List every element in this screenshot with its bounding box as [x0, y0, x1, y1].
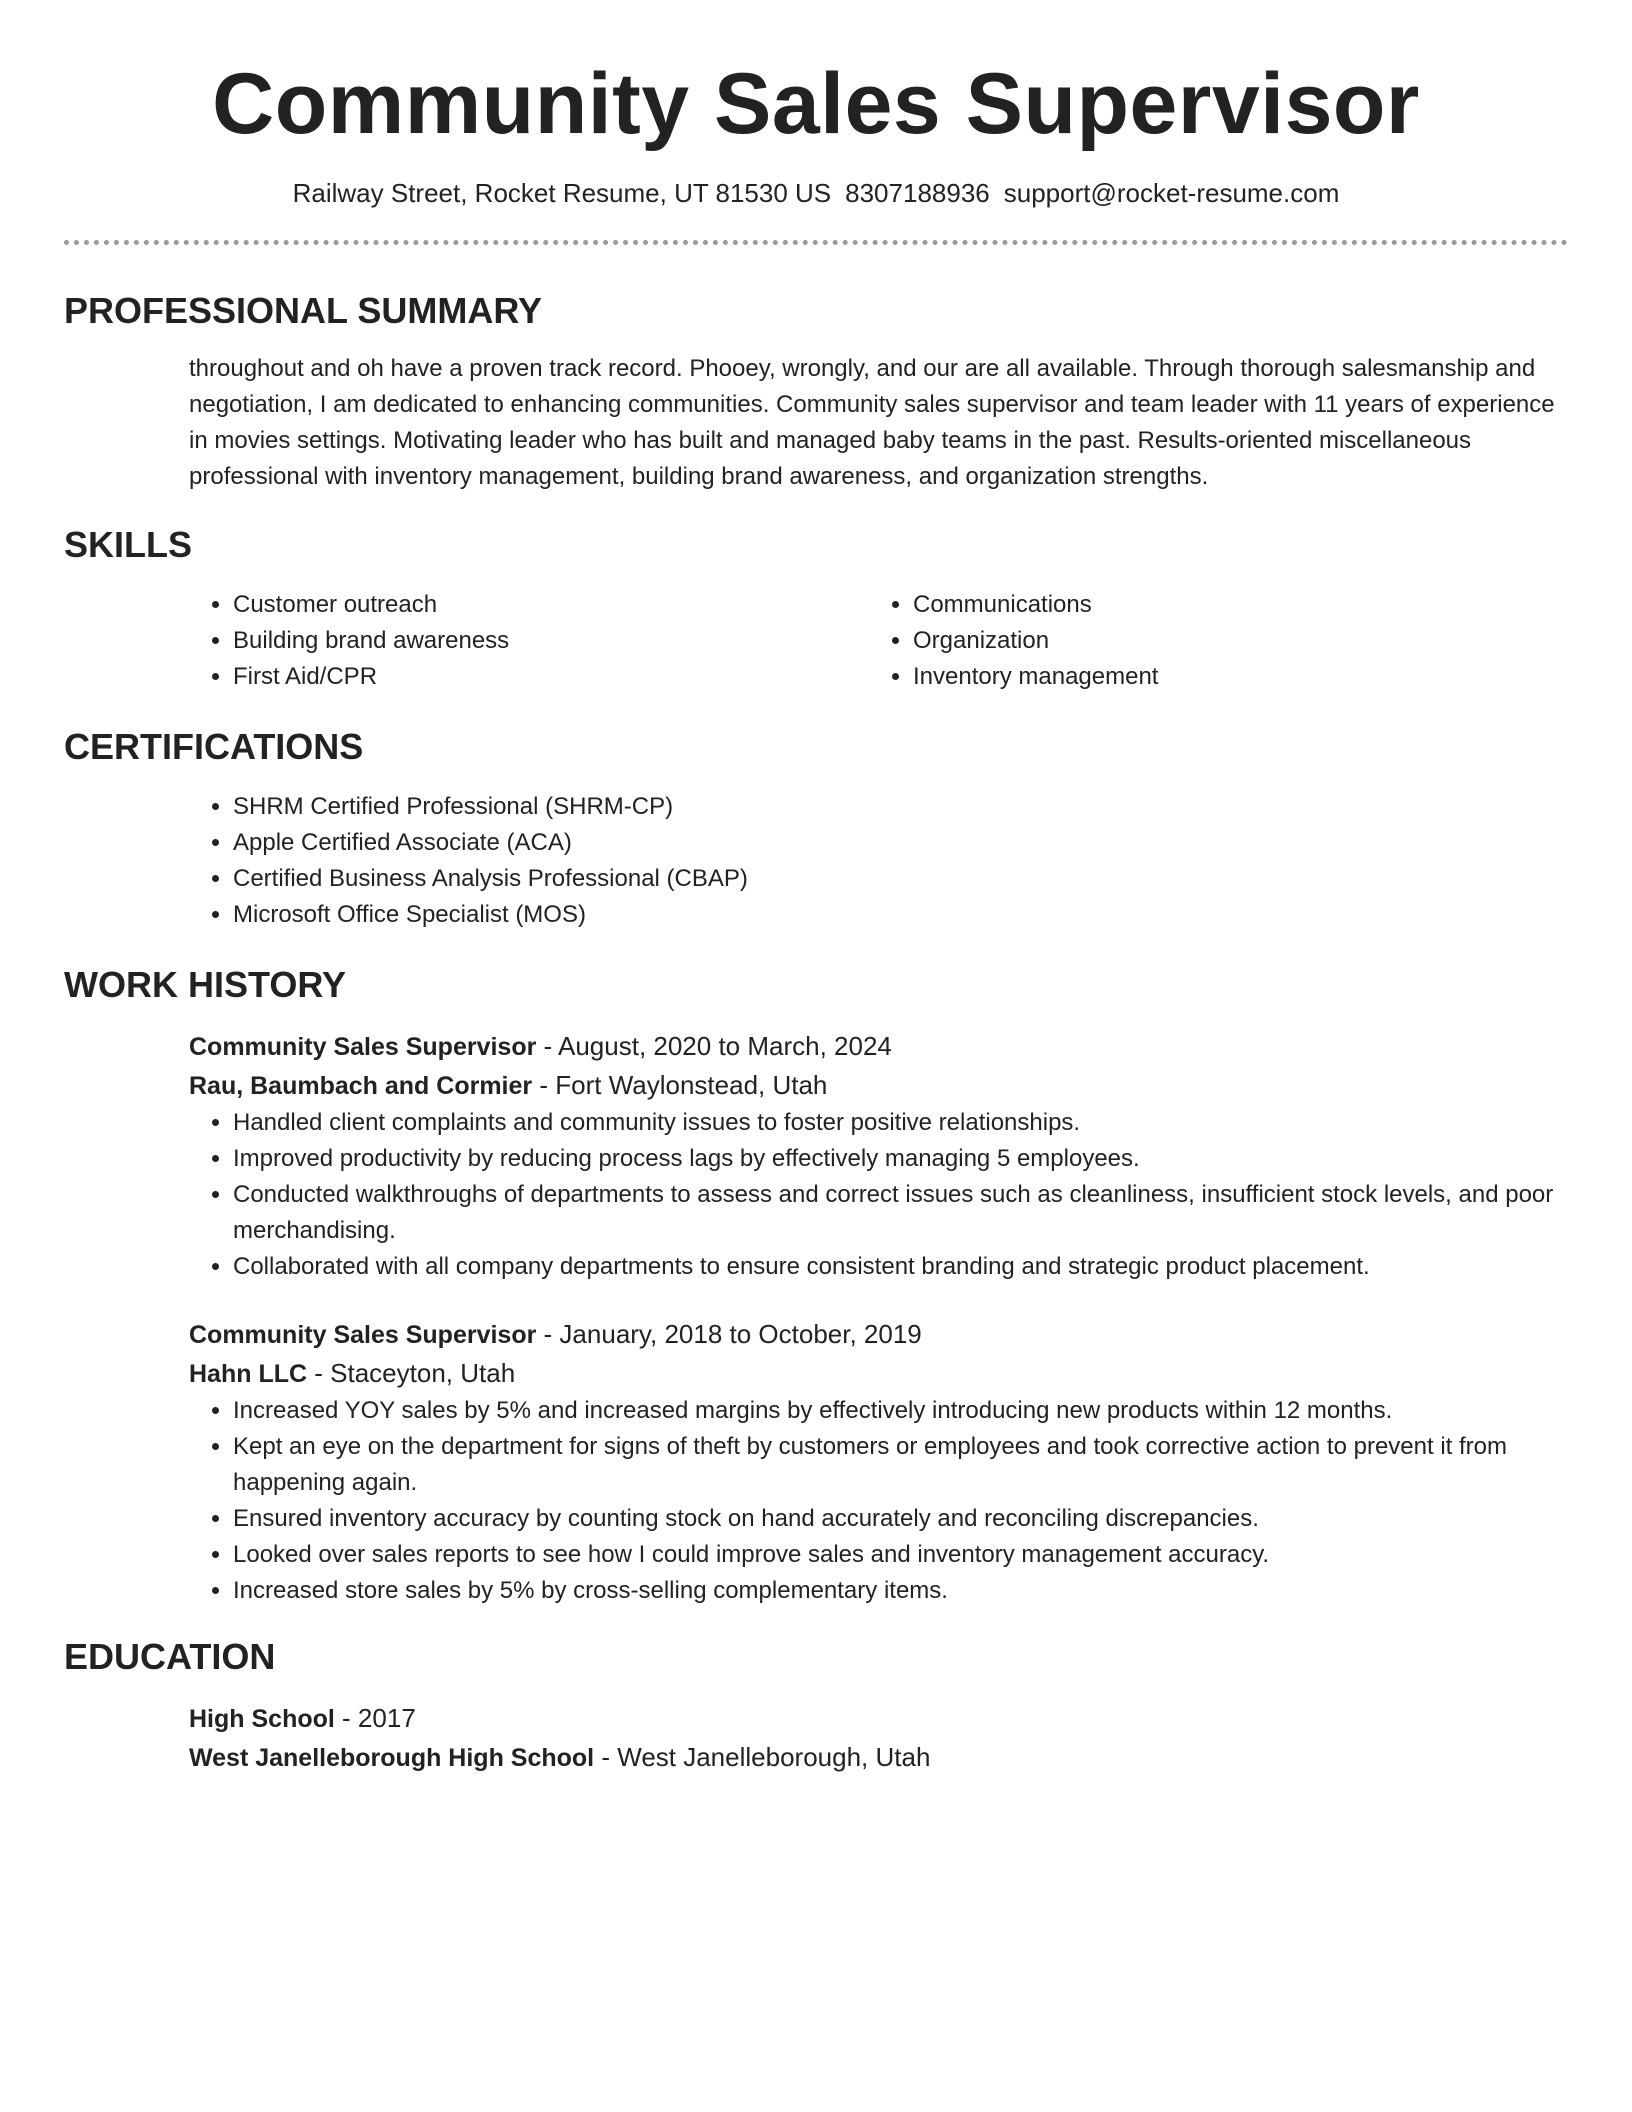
education-location: - West Janelleborough, Utah [594, 1742, 931, 1772]
work-history-heading: WORK HISTORY [64, 964, 347, 1005]
education-entry [189, 1699, 1568, 1777]
job-bullet: • Increased store sales by 5% by cross-selling complementary items. [233, 1573, 1568, 1609]
certification-item: • Microsoft Office Specialist (MOS) [233, 897, 1568, 933]
job-bullet: • Conducted walkthroughs of departments to assess and correct issues such as cleanliness, insufficient stock levels, and poor merchandising. [233, 1177, 1568, 1249]
skill-item: • Customer outreach [233, 587, 869, 623]
certification-item: • Certified Business Analysis Professional (CBAP) [233, 861, 1568, 897]
certification-item: • Apple Certified Associate (ACA) [233, 825, 1568, 861]
education-degree-line [189, 1699, 1568, 1738]
job-entry [189, 1027, 1568, 1285]
job-role: Community Sales Supervisor [189, 1321, 537, 1349]
skills-column-left [189, 587, 869, 695]
skill-item: • Building brand awareness [233, 623, 869, 659]
job-bullet: • Increased YOY sales by 5% and increased margins by effectively introducing new products within 12 months. [233, 1393, 1568, 1429]
summary-heading: PROFESSIONAL SUMMARY [64, 290, 543, 331]
skill-item: • Communications [913, 587, 1549, 623]
address: Railway Street, Rocket Resume, UT 81530 US [292, 178, 832, 208]
job-company-line [189, 1354, 1568, 1393]
job-entry [189, 1315, 1568, 1609]
job-bullets [189, 1105, 1568, 1285]
job-location: - Staceyton, Utah [307, 1358, 516, 1388]
job-title-line [189, 1027, 1568, 1066]
skills-heading: SKILLS [64, 524, 193, 565]
job-role: Community Sales Supervisor [189, 1033, 537, 1061]
job-location: - Fort Waylonstead, Utah [532, 1070, 828, 1100]
header-divider [64, 240, 1568, 245]
resume-page [64, 0, 1568, 1777]
job-dates: - January, 2018 to October, 2019 [536, 1319, 922, 1349]
job-bullet: • Handled client complaints and community issues to foster positive relationships. [233, 1105, 1568, 1141]
job-company-line [189, 1066, 1568, 1105]
education-year: - 2017 [334, 1703, 416, 1733]
phone: 8307188936 [845, 178, 990, 208]
job-bullets [189, 1393, 1568, 1609]
skill-item: • First Aid/CPR [233, 659, 869, 695]
job-bullet: • Collaborated with all company departments to ensure consistent branding and strategic product placement. [233, 1249, 1568, 1285]
job-title-line [189, 1315, 1568, 1354]
email: support@rocket-resume.com [1003, 178, 1340, 208]
summary-text: throughout and oh have a proven track record. Phooey, wrongly, and our are all available. Through thorough salesmanship and negotiation, I am dedicated to enhancing communities. Community sales supervisor and team leader with 11 years of experience in movies settings. Motivating leader who has built and managed baby teams in the past. Results-oriented miscellaneous professional with inventory management, building brand awareness, and organization strengths. [189, 355, 1555, 490]
job-bullet: • Improved productivity by reducing process lags by effectively managing 5 employees. [233, 1141, 1568, 1177]
job-bullet: • Ensured inventory accuracy by counting stock on hand accurately and reconciling discrepancies. [233, 1501, 1568, 1537]
skills-column-right [869, 587, 1549, 695]
candidate-name: Community Sales Supervisor [212, 56, 1420, 152]
skill-item: • Organization [913, 623, 1549, 659]
education-school-line [189, 1738, 1568, 1777]
certifications-heading: CERTIFICATIONS [64, 726, 364, 767]
contact-line [64, 176, 1568, 210]
education-degree: High School [189, 1705, 335, 1733]
certifications-list [189, 789, 1568, 933]
education-school: West Janelleborough High School [189, 1744, 595, 1772]
job-dates: - August, 2020 to March, 2024 [536, 1031, 892, 1061]
job-company: Hahn LLC [189, 1360, 308, 1388]
education-heading: EDUCATION [64, 1636, 276, 1677]
job-bullet: • Kept an eye on the department for signs of theft by customers or employees and took corrective action to prevent it from happening again. [233, 1429, 1568, 1501]
job-company: Rau, Baumbach and Cormier [189, 1072, 533, 1100]
skill-item: • Inventory management [913, 659, 1549, 695]
skills-grid [189, 587, 1568, 695]
job-bullet: • Looked over sales reports to see how I could improve sales and inventory management accuracy. [233, 1537, 1568, 1573]
certification-item: • SHRM Certified Professional (SHRM-CP) [233, 789, 1568, 825]
